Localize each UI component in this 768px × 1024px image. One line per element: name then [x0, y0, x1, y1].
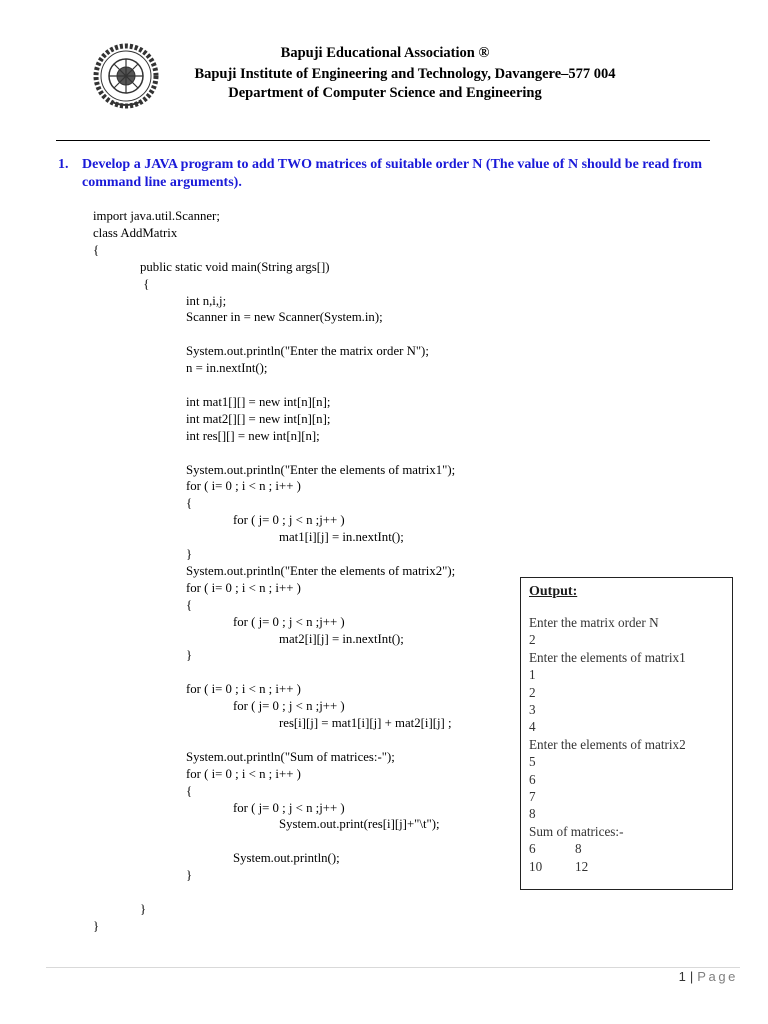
- output-line: 8: [529, 806, 536, 822]
- code-line: for ( j= 0 ; j < n ;j++ ): [233, 699, 345, 714]
- code-line: System.out.println("Enter the matrix order N");: [186, 344, 429, 359]
- code-line: {: [140, 276, 150, 291]
- code-line: int mat2[][] = new int[n][n];: [186, 411, 331, 426]
- code-line: for ( i= 0 ; i < n ; i++ ): [186, 766, 301, 781]
- code-line: for ( i= 0 ; i < n ; i++ ): [186, 682, 301, 697]
- association-name: Bapuji Educational Association ®: [280, 45, 490, 61]
- header-divider: [56, 140, 710, 141]
- output-line: 1: [529, 667, 536, 683]
- code-line: System.out.print(res[i][j]+"\t");: [279, 817, 440, 832]
- code-line: {: [186, 496, 193, 511]
- page-number: 1: [678, 969, 686, 984]
- code-line: res[i][j] = mat1[i][j] + mat2[i][j] ;: [279, 716, 452, 730]
- code-line: for ( j= 0 ; j < n ;j++ ): [233, 614, 345, 629]
- code-line: mat2[i][j] = in.nextInt();: [279, 631, 404, 646]
- result-cell: 12: [575, 858, 589, 874]
- output-line: 2: [529, 684, 536, 700]
- code-line: }: [140, 901, 147, 916]
- code-line: Scanner in = new Scanner(System.in);: [186, 310, 383, 325]
- code-line: for ( j= 0 ; j < n ;j++ ): [233, 800, 345, 815]
- page-label: Page: [697, 969, 738, 984]
- output-title: Output:: [529, 584, 578, 599]
- output-line: Sum of matrices:-: [529, 823, 624, 839]
- output-line: 3: [529, 702, 536, 717]
- output-line: Enter the elements of matrix1: [529, 649, 686, 665]
- code-line: class AddMatrix: [93, 225, 178, 240]
- code-line: System.out.println("Enter the elements of matrix1");: [186, 462, 456, 477]
- code-line: int res[][] = new int[n][n];: [186, 428, 320, 443]
- code-line: int mat1[][] = new int[n][n];: [186, 394, 331, 409]
- question-text: Develop a JAVA program to add TWO matrices of suitable order N (The value of N should be read from command line arguments).: [82, 157, 703, 190]
- footer-divider: [46, 967, 740, 968]
- output-line: Enter the elements of matrix2: [529, 736, 686, 752]
- code-line: public static void main(String args[]): [140, 259, 330, 274]
- result-cell: 6: [529, 841, 536, 857]
- output-panel: [520, 577, 733, 890]
- code-line: }: [93, 918, 100, 933]
- code-line: {: [186, 783, 193, 798]
- code-line: int n,i,j;: [186, 293, 227, 308]
- code-line: }: [186, 648, 193, 663]
- code-line: }: [186, 868, 193, 883]
- code-line: n = in.nextInt();: [186, 361, 268, 376]
- page-footer: [679, 969, 738, 984]
- code-line: for ( j= 0 ; j < n ;j++ ): [233, 513, 345, 528]
- output-line: Enter the matrix order N: [529, 615, 659, 630]
- code-line: }: [186, 547, 193, 561]
- result-row: [529, 858, 588, 875]
- result-row: [529, 840, 582, 857]
- output-line: 2: [529, 632, 536, 648]
- department-name: Department of Computer Science and Engineering: [228, 85, 542, 101]
- output-line: 5: [529, 754, 536, 770]
- result-cell: 10: [529, 858, 543, 874]
- output-line: 6: [529, 771, 536, 787]
- code-line: System.out.println();: [233, 851, 340, 866]
- result-cell: 8: [575, 841, 582, 857]
- code-line: {: [186, 597, 193, 612]
- code-line: System.out.println("Enter the elements of matrix2");: [186, 563, 456, 578]
- code-line: for ( i= 0 ; i < n ; i++ ): [186, 479, 301, 494]
- institute-name: Bapuji Institute of Engineering and Technology, Davangere–577 004: [194, 66, 616, 82]
- code-line: {: [93, 242, 100, 257]
- question-number: 1.: [58, 157, 69, 172]
- output-line: 7: [529, 789, 536, 804]
- output-line: 4: [529, 719, 536, 735]
- code-line: import java.util.Scanner;: [93, 209, 220, 223]
- code-line: for ( i= 0 ; i < n ; i++ ): [186, 580, 301, 595]
- code-line: mat1[i][j] = in.nextInt();: [279, 530, 404, 545]
- footer-separator: |: [689, 969, 694, 984]
- code-line: System.out.println("Sum of matrices:-");: [186, 749, 395, 764]
